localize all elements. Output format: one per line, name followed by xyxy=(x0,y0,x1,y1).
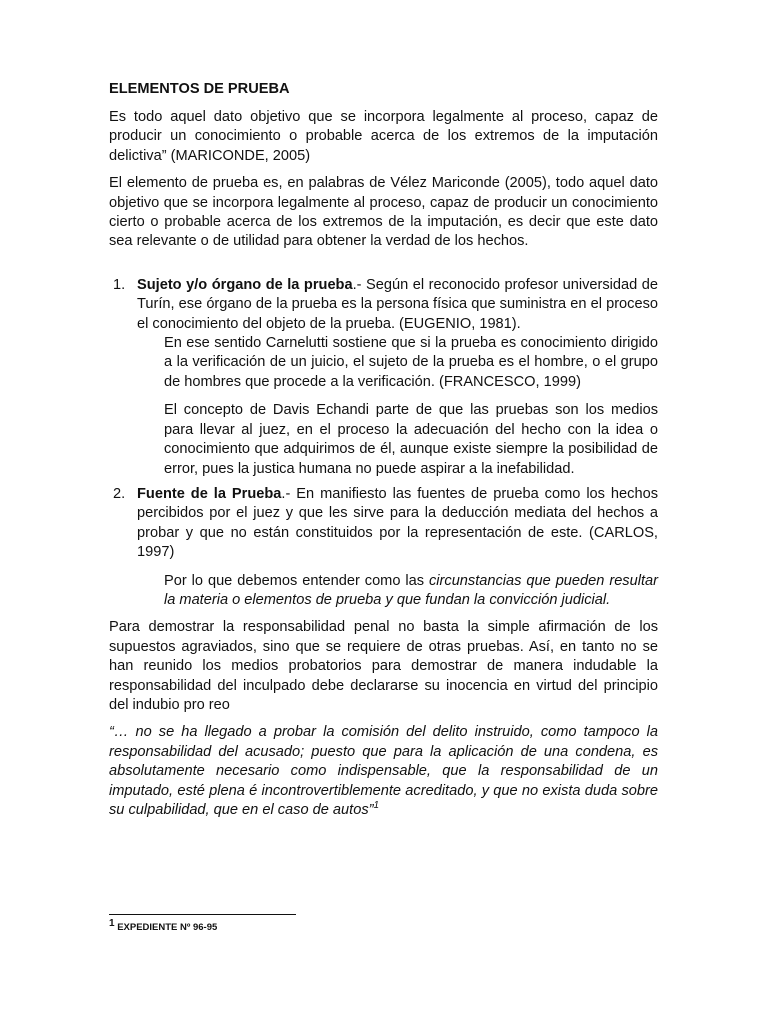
footnote-text: EXPEDIENTE Nº 96-95 xyxy=(114,922,218,933)
list-item-text: .- Según el reconocido profesor universidad de Turín, ese órgano de la prueba es la persona física que suministra en el proceso el conocimiento del objeto de la prueba. (EUGENIO, 1981). xyxy=(137,276,658,332)
element-definition-paragraph: El elemento de prueba es, en palabras de Vélez Mariconde (2005), todo aquel dato objetivo que se incorpora legalmente al proceso, capaz de producir un conocimiento cierto o probable acerca de los extremos de la imputación, es decir que este dato sea relevante o de utilidad para obtener la verdad de los hechos. xyxy=(109,175,658,250)
document-body xyxy=(109,80,658,820)
list-item-paragraph xyxy=(137,276,658,334)
circunstancias-lead: Por lo que debemos entender como las xyxy=(164,572,429,589)
court-quote-text: “… no se ha llegado a probar la comisión del delito instruido, como tampoco la responsabilidad del acusado; puesto que para la aplicación de una condena, es absolutamente necesario como indispensable, que la responsabilidad de un imputado, esté plena é incontrovertiblemente acreditado, y que no exista duda sobre su culpabilidad, que en el caso de autos” xyxy=(109,724,658,818)
footnote-separator xyxy=(109,914,296,915)
carnelutti-paragraph: En ese sentido Carnelutti sostiene que si la prueba es conocimiento dirigido a la verificación de un juicio, el sujeto de la prueba es el hombre, o el grupo de hombres que procede a la verificación. (FRANCESCO, 1999) xyxy=(164,335,658,390)
numbered-list xyxy=(109,276,658,611)
list-item-sujeto xyxy=(109,276,658,479)
conclusion-paragraph: Para demostrar la responsabilidad penal no basta la simple afirmación de los supuestos agraviados, sino que se requiere de otras pruebas. Así, en tanto no se han reunido los medios probatorios para demostrar de manera indudable la responsabilidad del inculpado debe declararse su inocencia en virtud del principio del indubio pro reo xyxy=(109,619,658,713)
footnote xyxy=(109,917,218,935)
court-quote xyxy=(109,723,658,820)
footnote-marker: 1 xyxy=(109,917,115,929)
list-item-term: Fuente de la Prueba xyxy=(137,485,282,502)
list-item-number: 1. xyxy=(113,276,126,293)
list-item-fuente xyxy=(109,485,658,610)
circunstancias-italic: circunstancias que pueden resultar la materia o elementos de prueba y que fundan la convicción judicial. xyxy=(164,572,658,608)
list-item-term: Sujeto y/o órgano de la prueba xyxy=(137,276,353,293)
list-item-text: .- En manifiesto las fuentes de prueba como los hechos percibidos por el juez y que les sirve para la deducción mediata del hechos a probar y que no están constituidos por la representación de este. (CARLOS, 1997) xyxy=(137,485,658,561)
document-title: ELEMENTOS DE PRUEBA xyxy=(109,81,290,97)
intro-paragraph: Es todo aquel dato objetivo que se incorpora legalmente al proceso, capaz de producir un conocimiento o probable acerca de los extremos de la imputación delictiva” (MARICONDE, 2005) xyxy=(109,109,658,164)
list-item-number: 2. xyxy=(113,485,126,502)
echandi-paragraph: El concepto de Davis Echandi parte de que las pruebas son los medios para llevar al juez, en el proceso la adecuación del hecho con la idea o conocimiento que adquirimos de él, aunque existe siempre la posibilidad de error, pues la justica humana no puede aspirar a la inefabilidad. xyxy=(164,402,658,477)
footnote-reference[interactable]: 1 xyxy=(373,800,380,812)
list-item-paragraph xyxy=(137,485,658,563)
circunstancias-paragraph xyxy=(164,572,658,611)
